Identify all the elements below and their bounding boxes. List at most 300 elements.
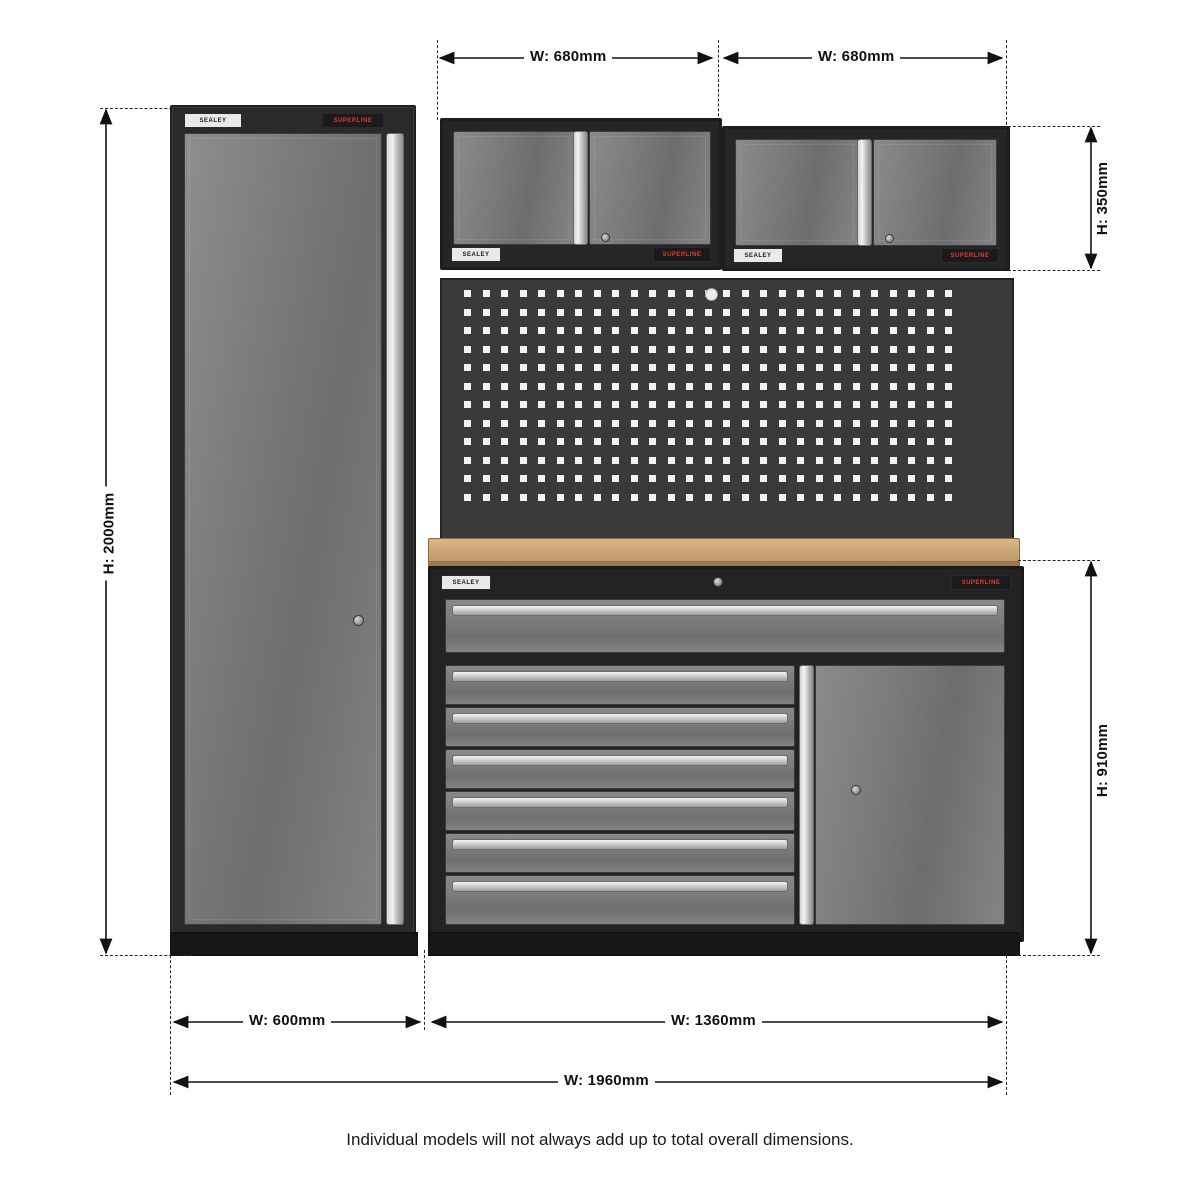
pegboard-hole	[816, 290, 823, 297]
pegboard-hole	[816, 438, 823, 445]
pegboard-hole	[575, 327, 582, 334]
pegboard-hole	[575, 420, 582, 427]
pegboard-hole	[853, 346, 860, 353]
locker-door	[184, 133, 382, 925]
pegboard-hole	[501, 494, 508, 501]
pegboard-hole	[501, 438, 508, 445]
pegboard-hole	[908, 438, 915, 445]
pegboard-hole	[797, 327, 804, 334]
pegboard-hole	[723, 401, 730, 408]
bench-cupboard-lock-icon	[851, 785, 861, 795]
pegboard-hole	[464, 346, 471, 353]
pegboard-hole	[649, 494, 656, 501]
pegboard-hole	[705, 383, 712, 390]
pegboard-hole	[945, 494, 952, 501]
pegboard-hole	[594, 494, 601, 501]
pegboard-hole	[797, 346, 804, 353]
pegboard-hole	[575, 290, 582, 297]
pegboard-hole	[483, 420, 490, 427]
pegboard-hole	[927, 383, 934, 390]
wall-cabinet-left-door-a	[453, 131, 575, 245]
pegboard-hole	[594, 364, 601, 371]
pegboard-hole	[483, 475, 490, 482]
locker-badge-superline: SUPERLINE	[322, 113, 384, 128]
pegboard-hole	[908, 290, 915, 297]
pegboard-hole	[668, 309, 675, 316]
ext-line-wallcab-right-end	[1006, 40, 1007, 130]
pegboard-hole	[649, 364, 656, 371]
pegboard-hole	[779, 346, 786, 353]
pegboard-hole	[501, 401, 508, 408]
pegboard-hole	[742, 457, 749, 464]
pegboard-hole	[890, 401, 897, 408]
pegboard-hole	[760, 364, 767, 371]
pegboard-hole	[908, 309, 915, 316]
pegboard-hole	[908, 346, 915, 353]
bench-drawer-1	[445, 665, 795, 705]
pegboard-hole	[612, 494, 619, 501]
pegboard-hole	[945, 401, 952, 408]
pegboard-hole	[890, 475, 897, 482]
pegboard-hole	[908, 383, 915, 390]
pegboard-hole	[483, 327, 490, 334]
pegboard-hole	[797, 383, 804, 390]
pegboard-fixing-icon	[705, 288, 718, 301]
dim-total-width: W: 1960mm	[558, 1072, 655, 1089]
wall-cabinet-right-door-a	[735, 139, 859, 246]
pegboard-hole	[686, 327, 693, 334]
pegboard-hole	[797, 438, 804, 445]
ext-line-wallcab-bottom	[1008, 270, 1100, 271]
pegboard-hole	[890, 327, 897, 334]
pegboard-hole	[927, 309, 934, 316]
pegboard-hole	[649, 457, 656, 464]
pegboard-hole	[594, 457, 601, 464]
pegboard-hole	[668, 290, 675, 297]
pegboard-hole	[890, 346, 897, 353]
bench-drawer-2	[445, 707, 795, 747]
locker-door-handle	[386, 133, 404, 925]
pegboard-hole	[853, 401, 860, 408]
pegboard-hole	[705, 457, 712, 464]
pegboard-hole	[538, 364, 545, 371]
pegboard-hole	[612, 290, 619, 297]
bench-lock-icon	[713, 577, 723, 587]
pegboard-hole	[797, 457, 804, 464]
pegboard-hole	[797, 364, 804, 371]
pegboard-hole	[816, 346, 823, 353]
wall-cabinet-right-lock-icon	[885, 234, 894, 243]
pegboard-hole	[705, 494, 712, 501]
ext-line-wallcab-left-start	[437, 40, 438, 120]
pegboard-hole	[631, 309, 638, 316]
bench-drawer-wide	[445, 599, 1005, 653]
pegboard-hole	[686, 309, 693, 316]
ext-line-wallcab-mid	[718, 40, 719, 126]
pegboard-hole	[834, 383, 841, 390]
pegboard-hole	[945, 327, 952, 334]
bench-badge-sealey: SEALEY	[441, 575, 491, 590]
pegboard-hole	[927, 290, 934, 297]
pegboard-hole	[520, 364, 527, 371]
pegboard-hole	[612, 364, 619, 371]
pegboard-hole	[631, 364, 638, 371]
pegboard-hole	[834, 438, 841, 445]
ext-line-top-left	[100, 108, 192, 109]
pegboard-hole	[779, 383, 786, 390]
pegboard-hole	[483, 346, 490, 353]
pegboard-hole	[723, 290, 730, 297]
pegboard-hole	[557, 309, 564, 316]
pegboard-hole	[631, 290, 638, 297]
pegboard-hole	[575, 438, 582, 445]
pegboard-hole	[612, 383, 619, 390]
pegboard-hole	[686, 475, 693, 482]
pegboard-hole	[520, 401, 527, 408]
wall-cabinet-left	[440, 118, 722, 270]
pegboard-hole	[871, 438, 878, 445]
pegboard-hole	[464, 457, 471, 464]
pegboard-hole	[612, 457, 619, 464]
pegboard-hole	[760, 494, 767, 501]
pegboard-hole	[908, 364, 915, 371]
pegboard-hole	[483, 401, 490, 408]
pegboard-hole	[501, 309, 508, 316]
pegboard-hole	[853, 494, 860, 501]
pegboard-hole	[705, 327, 712, 334]
pegboard-hole	[908, 475, 915, 482]
pegboard-hole	[908, 494, 915, 501]
pegboard-hole	[908, 327, 915, 334]
pegboard-hole	[834, 309, 841, 316]
wall-cabinet-right-door-b	[873, 139, 997, 246]
pegboard-hole	[834, 327, 841, 334]
pegboard-hole	[594, 420, 601, 427]
pegboard-hole	[853, 290, 860, 297]
pegboard-hole	[760, 420, 767, 427]
pegboard-hole	[871, 420, 878, 427]
pegboard-hole	[538, 309, 545, 316]
pegboard-hole	[853, 327, 860, 334]
pegboard-hole	[483, 383, 490, 390]
pegboard-hole	[705, 438, 712, 445]
pegboard-hole	[520, 346, 527, 353]
pegboard-hole	[594, 401, 601, 408]
pegboard-hole	[742, 494, 749, 501]
pegboard-hole	[686, 457, 693, 464]
pegboard-hole	[686, 290, 693, 297]
pegboard-hole	[538, 438, 545, 445]
pegboard-hole	[538, 346, 545, 353]
pegboard-hole	[816, 309, 823, 316]
pegboard-hole	[890, 383, 897, 390]
pegboard-hole	[927, 475, 934, 482]
pegboard-hole	[631, 420, 638, 427]
pegboard-hole	[927, 438, 934, 445]
wall-cabinet-left-handle	[573, 131, 588, 245]
pegboard-hole	[538, 401, 545, 408]
footnote-text: Individual models will not always add up to total overall dimensions.	[346, 1130, 854, 1149]
pegboard-hole	[612, 438, 619, 445]
wall-cabinet-right	[722, 126, 1010, 271]
pegboard-hole	[797, 290, 804, 297]
pegboard-hole	[816, 494, 823, 501]
pegboard-hole	[723, 327, 730, 334]
pegboard-hole	[594, 475, 601, 482]
pegboard-hole	[501, 346, 508, 353]
bench-drawer-wide-pull	[452, 605, 998, 616]
pegboard-hole	[557, 401, 564, 408]
pegboard-hole	[464, 364, 471, 371]
pegboard-hole	[464, 420, 471, 427]
pegboard-hole	[705, 420, 712, 427]
pegboard-hole	[834, 401, 841, 408]
bench-drawer-4-pull	[452, 797, 788, 808]
pegboard-hole	[575, 309, 582, 316]
pegboard-hole	[557, 383, 564, 390]
pegboard-hole	[557, 327, 564, 334]
pegboard-hole	[594, 327, 601, 334]
wall-cabinet-left-badge-sealey: SEALEY	[451, 247, 501, 262]
pegboard-hole	[723, 438, 730, 445]
pegboard-hole	[705, 401, 712, 408]
pegboard-hole	[890, 420, 897, 427]
pegboard-hole	[797, 475, 804, 482]
pegboard-hole	[742, 401, 749, 408]
pegboard-hole	[890, 494, 897, 501]
pegboard-hole	[594, 383, 601, 390]
pegboard-hole	[816, 327, 823, 334]
pegboard-hole	[686, 383, 693, 390]
pegboard-hole	[760, 327, 767, 334]
pegboard-hole	[686, 364, 693, 371]
pegboard-hole	[649, 438, 656, 445]
pegboard-hole	[668, 346, 675, 353]
pegboard-hole	[871, 494, 878, 501]
pegboard-hole	[649, 401, 656, 408]
pegboard-hole	[834, 494, 841, 501]
pegboard-hole	[483, 309, 490, 316]
pegboard-hole	[834, 457, 841, 464]
pegboard-hole	[594, 346, 601, 353]
pegboard-hole	[816, 364, 823, 371]
pegboard-hole	[538, 290, 545, 297]
pegboard-hole	[464, 494, 471, 501]
pegboard-hole	[742, 475, 749, 482]
pegboard-hole	[686, 401, 693, 408]
pegboard-hole	[686, 420, 693, 427]
pegboard-hole	[945, 475, 952, 482]
pegboard-hole	[575, 364, 582, 371]
pegboard-hole	[483, 494, 490, 501]
pegboard-hole	[668, 401, 675, 408]
pegboard-hole	[908, 457, 915, 464]
bench-drawer-3	[445, 749, 795, 789]
pegboard-hole	[890, 290, 897, 297]
pegboard-hole	[575, 457, 582, 464]
pegboard-hole	[723, 346, 730, 353]
ext-line-bottom-left	[100, 955, 192, 956]
pegboard-hole	[483, 364, 490, 371]
bench-drawer-2-pull	[452, 713, 788, 724]
ext-line-locker-right	[424, 950, 425, 1030]
full-height-locker	[170, 105, 416, 950]
dim-wall-cabinet-height: H: 350mm	[1094, 156, 1111, 241]
dim-top-left-width: W: 680mm	[524, 48, 612, 65]
locker-badge-sealey: SEALEY	[184, 113, 242, 128]
pegboard-hole	[945, 290, 952, 297]
pegboard-hole	[945, 383, 952, 390]
pegboard-hole	[538, 457, 545, 464]
pegboard-hole	[797, 309, 804, 316]
pegboard-hole	[890, 309, 897, 316]
pegboard-hole	[927, 346, 934, 353]
pegboard-hole	[649, 475, 656, 482]
pegboard-hole	[557, 494, 564, 501]
pegboard-hole	[520, 494, 527, 501]
ext-line-locker-left	[170, 950, 171, 1095]
pegboard-hole	[797, 420, 804, 427]
pegboard-hole	[779, 290, 786, 297]
pegboard-hole	[853, 420, 860, 427]
pegboard-hole	[779, 364, 786, 371]
pegboard-hole	[779, 475, 786, 482]
pegboard-hole	[779, 438, 786, 445]
pegboard-hole	[631, 438, 638, 445]
pegboard-hole	[705, 346, 712, 353]
locker-lock-icon	[353, 615, 364, 626]
pegboard-hole	[668, 438, 675, 445]
pegboard-hole	[631, 457, 638, 464]
pegboard-hole	[742, 383, 749, 390]
pegboard-panel	[440, 278, 1014, 552]
pegboard-hole	[483, 457, 490, 464]
pegboard-hole	[816, 420, 823, 427]
pegboard-hole	[557, 475, 564, 482]
bench-cupboard-door	[815, 665, 1005, 925]
pegboard-hole	[464, 309, 471, 316]
pegboard-hole	[668, 327, 675, 334]
pegboard-hole	[594, 438, 601, 445]
pegboard-hole	[760, 438, 767, 445]
pegboard-hole	[594, 290, 601, 297]
pegboard-hole	[464, 475, 471, 482]
pegboard-hole	[871, 401, 878, 408]
pegboard-hole	[631, 327, 638, 334]
pegboard-hole	[464, 383, 471, 390]
pegboard-hole	[538, 327, 545, 334]
bench-drawer-3-pull	[452, 755, 788, 766]
pegboard-hole	[927, 401, 934, 408]
pegboard-hole	[908, 401, 915, 408]
bench-drawer-6-pull	[452, 881, 788, 892]
bench-drawer-5	[445, 833, 795, 873]
pegboard-hole	[760, 290, 767, 297]
pegboard-hole	[779, 401, 786, 408]
pegboard-hole	[501, 420, 508, 427]
pegboard-hole	[538, 383, 545, 390]
pegboard-hole	[612, 346, 619, 353]
dim-overall-height: H: 2000mm	[100, 487, 117, 581]
pegboard-hole	[686, 346, 693, 353]
pegboard-hole	[483, 438, 490, 445]
pegboard-hole	[520, 327, 527, 334]
pegboard-hole	[779, 309, 786, 316]
pegboard-hole	[927, 364, 934, 371]
bench-drawer-6	[445, 875, 795, 925]
pegboard-hole	[649, 290, 656, 297]
pegboard-hole	[760, 383, 767, 390]
pegboard-hole	[631, 494, 638, 501]
pegboard-hole	[927, 457, 934, 464]
pegboard-hole	[483, 290, 490, 297]
wall-cabinet-right-badge-sealey: SEALEY	[733, 248, 783, 263]
pegboard-hole	[612, 475, 619, 482]
pegboard-hole	[723, 457, 730, 464]
pegboard-hole	[945, 438, 952, 445]
pegboard-hole	[853, 309, 860, 316]
pegboard-hole	[834, 290, 841, 297]
pegboard-hole	[686, 494, 693, 501]
pegboard-hole	[945, 457, 952, 464]
pegboard-hole	[723, 494, 730, 501]
pegboard-hole	[945, 346, 952, 353]
pegboard-hole	[834, 475, 841, 482]
pegboard-hole	[723, 309, 730, 316]
pegboard-hole	[501, 290, 508, 297]
pegboard-hole	[520, 309, 527, 316]
pegboard-hole	[779, 327, 786, 334]
pegboard-hole	[557, 290, 564, 297]
pegboard-hole	[927, 494, 934, 501]
pegboard-hole	[742, 364, 749, 371]
pegboard-hole	[945, 364, 952, 371]
bench-badge-superline: SUPERLINE	[951, 575, 1011, 590]
pegboard-hole	[612, 401, 619, 408]
pegboard-hole	[853, 383, 860, 390]
pegboard-hole	[501, 457, 508, 464]
pegboard-hole	[742, 420, 749, 427]
pegboard-hole	[649, 346, 656, 353]
pegboard-hole	[890, 457, 897, 464]
pegboard-hole	[834, 346, 841, 353]
wall-cabinet-left-badge-superline: SUPERLINE	[653, 247, 711, 262]
pegboard-hole	[575, 346, 582, 353]
pegboard-hole	[668, 494, 675, 501]
wall-cabinet-right-badge-superline: SUPERLINE	[941, 248, 999, 263]
pegboard-hole	[760, 457, 767, 464]
pegboard-hole	[871, 290, 878, 297]
pegboard-holes	[464, 290, 964, 512]
pegboard-hole	[612, 420, 619, 427]
pegboard-hole	[705, 364, 712, 371]
ext-line-total-right	[1006, 950, 1007, 1095]
pegboard-hole	[686, 438, 693, 445]
pegboard-hole	[538, 494, 545, 501]
pegboard-hole	[742, 290, 749, 297]
pegboard-hole	[575, 383, 582, 390]
bench-drawer-5-pull	[452, 839, 788, 850]
pegboard-hole	[575, 475, 582, 482]
pegboard-hole	[871, 364, 878, 371]
pegboard-hole	[649, 309, 656, 316]
locker-plinth	[170, 932, 418, 956]
wall-cabinet-left-lock-icon	[601, 233, 610, 242]
pegboard-hole	[575, 494, 582, 501]
pegboard-hole	[779, 494, 786, 501]
pegboard-hole	[538, 420, 545, 427]
pegboard-hole	[853, 438, 860, 445]
